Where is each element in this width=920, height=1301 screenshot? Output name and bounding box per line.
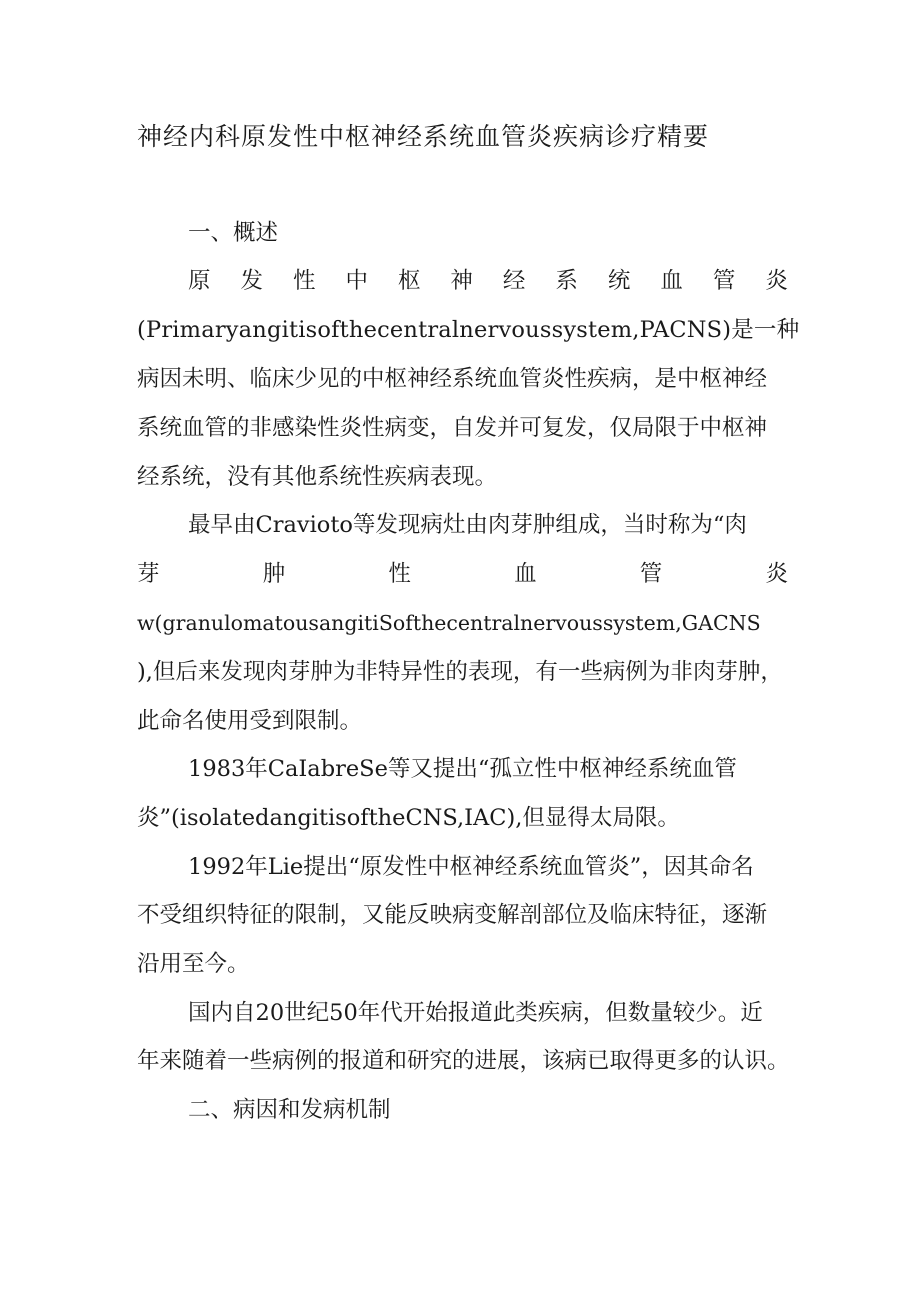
paragraph-2-line-2-char: 管 <box>639 561 663 587</box>
paragraph-5-line-1: 国内自20世纪50年代开始报道此类疾病，但数量较少。近 <box>188 1000 763 1026</box>
paragraph-1-line-1-char: 血 <box>660 268 683 294</box>
paragraph-1-line-1 <box>188 264 788 298</box>
paragraph-1-line-3: 病因未明、临床少见的中枢神经系统血管炎性疾病，是中枢神经 <box>137 366 768 392</box>
section-heading-etiology: 二、病因和发病机制 <box>188 1097 391 1123</box>
paragraph-5-line-2: 年来随着一些病例的报道和研究的进展，该病已取得更多的认识。 <box>137 1048 790 1074</box>
paragraph-1-line-4: 系统血管的非感染性炎性病变，自发并可复发，仅局限于中枢神 <box>137 415 768 441</box>
paragraph-2-line-2-char: 炎 <box>765 561 788 587</box>
paragraph-1-line-1-char: 神 <box>450 268 473 294</box>
paragraph-1-line-1-char: 管 <box>712 268 736 294</box>
paragraph-2-line-4: ),但后来发现肉芽肿为非特异性的表现，有一些病例为非肉芽肿， <box>137 659 783 685</box>
paragraph-2-line-2-char: 芽 <box>137 561 160 587</box>
paragraph-2-line-2-char: 性 <box>388 561 411 587</box>
paragraph-1-line-1-char: 枢 <box>397 268 421 294</box>
paragraph-1-line-1-char: 统 <box>607 268 631 294</box>
paragraph-2-line-3: w(granulomatousangitiSofthecentralnervoussystem,GACNS <box>137 611 761 635</box>
paragraph-4-line-3: 沿用至今。 <box>137 951 250 977</box>
paragraph-2-line-5: 此命名使用受到限制。 <box>137 708 363 734</box>
paragraph-3-line-1: 1983年CaIabreSe等又提出“孤立性中枢神经系统血管 <box>188 756 737 782</box>
paragraph-4-line-1: 1992年Lie提出“原发性中枢神经系统血管炎”，因其命名 <box>188 854 754 880</box>
paragraph-1-line-1-char: 系 <box>555 268 578 294</box>
paragraph-2-line-1: 最早由Cravioto等发现病灶由肉芽肿组成，当时称为“肉 <box>188 512 747 538</box>
paragraph-2-line-2 <box>137 557 788 591</box>
paragraph-4-line-2: 不受组织特征的限制，又能反映病变解剖部位及临床特征，逐渐 <box>137 902 768 928</box>
paragraph-2-line-2-char: 肿 <box>262 561 286 587</box>
document-title: 神经内科原发性中枢神经系统血管炎疾病诊疗精要 <box>137 122 710 151</box>
paragraph-1-line-1-char: 经 <box>502 268 526 294</box>
paragraph-1-line-1-char: 原 <box>188 268 211 294</box>
paragraph-1-line-5: 经系统，没有其他系统性疾病表现。 <box>137 464 498 490</box>
section-heading-overview: 一、概述 <box>188 220 279 246</box>
paragraph-3-line-2: 炎”(isolatedangitisoftheCNS,IAC),但显得太局限。 <box>137 805 680 831</box>
paragraph-1-line-1-char: 发 <box>240 268 263 294</box>
paragraph-1-line-2: (Primaryangitisofthecentralnervoussystem,PACNS)是一种 <box>137 317 800 343</box>
paragraph-1-line-1-char: 中 <box>345 268 368 294</box>
paragraph-1-line-1-char: 炎 <box>765 268 788 294</box>
paragraph-1-line-1-char: 性 <box>292 268 316 294</box>
paragraph-2-line-2-char: 血 <box>514 561 537 587</box>
